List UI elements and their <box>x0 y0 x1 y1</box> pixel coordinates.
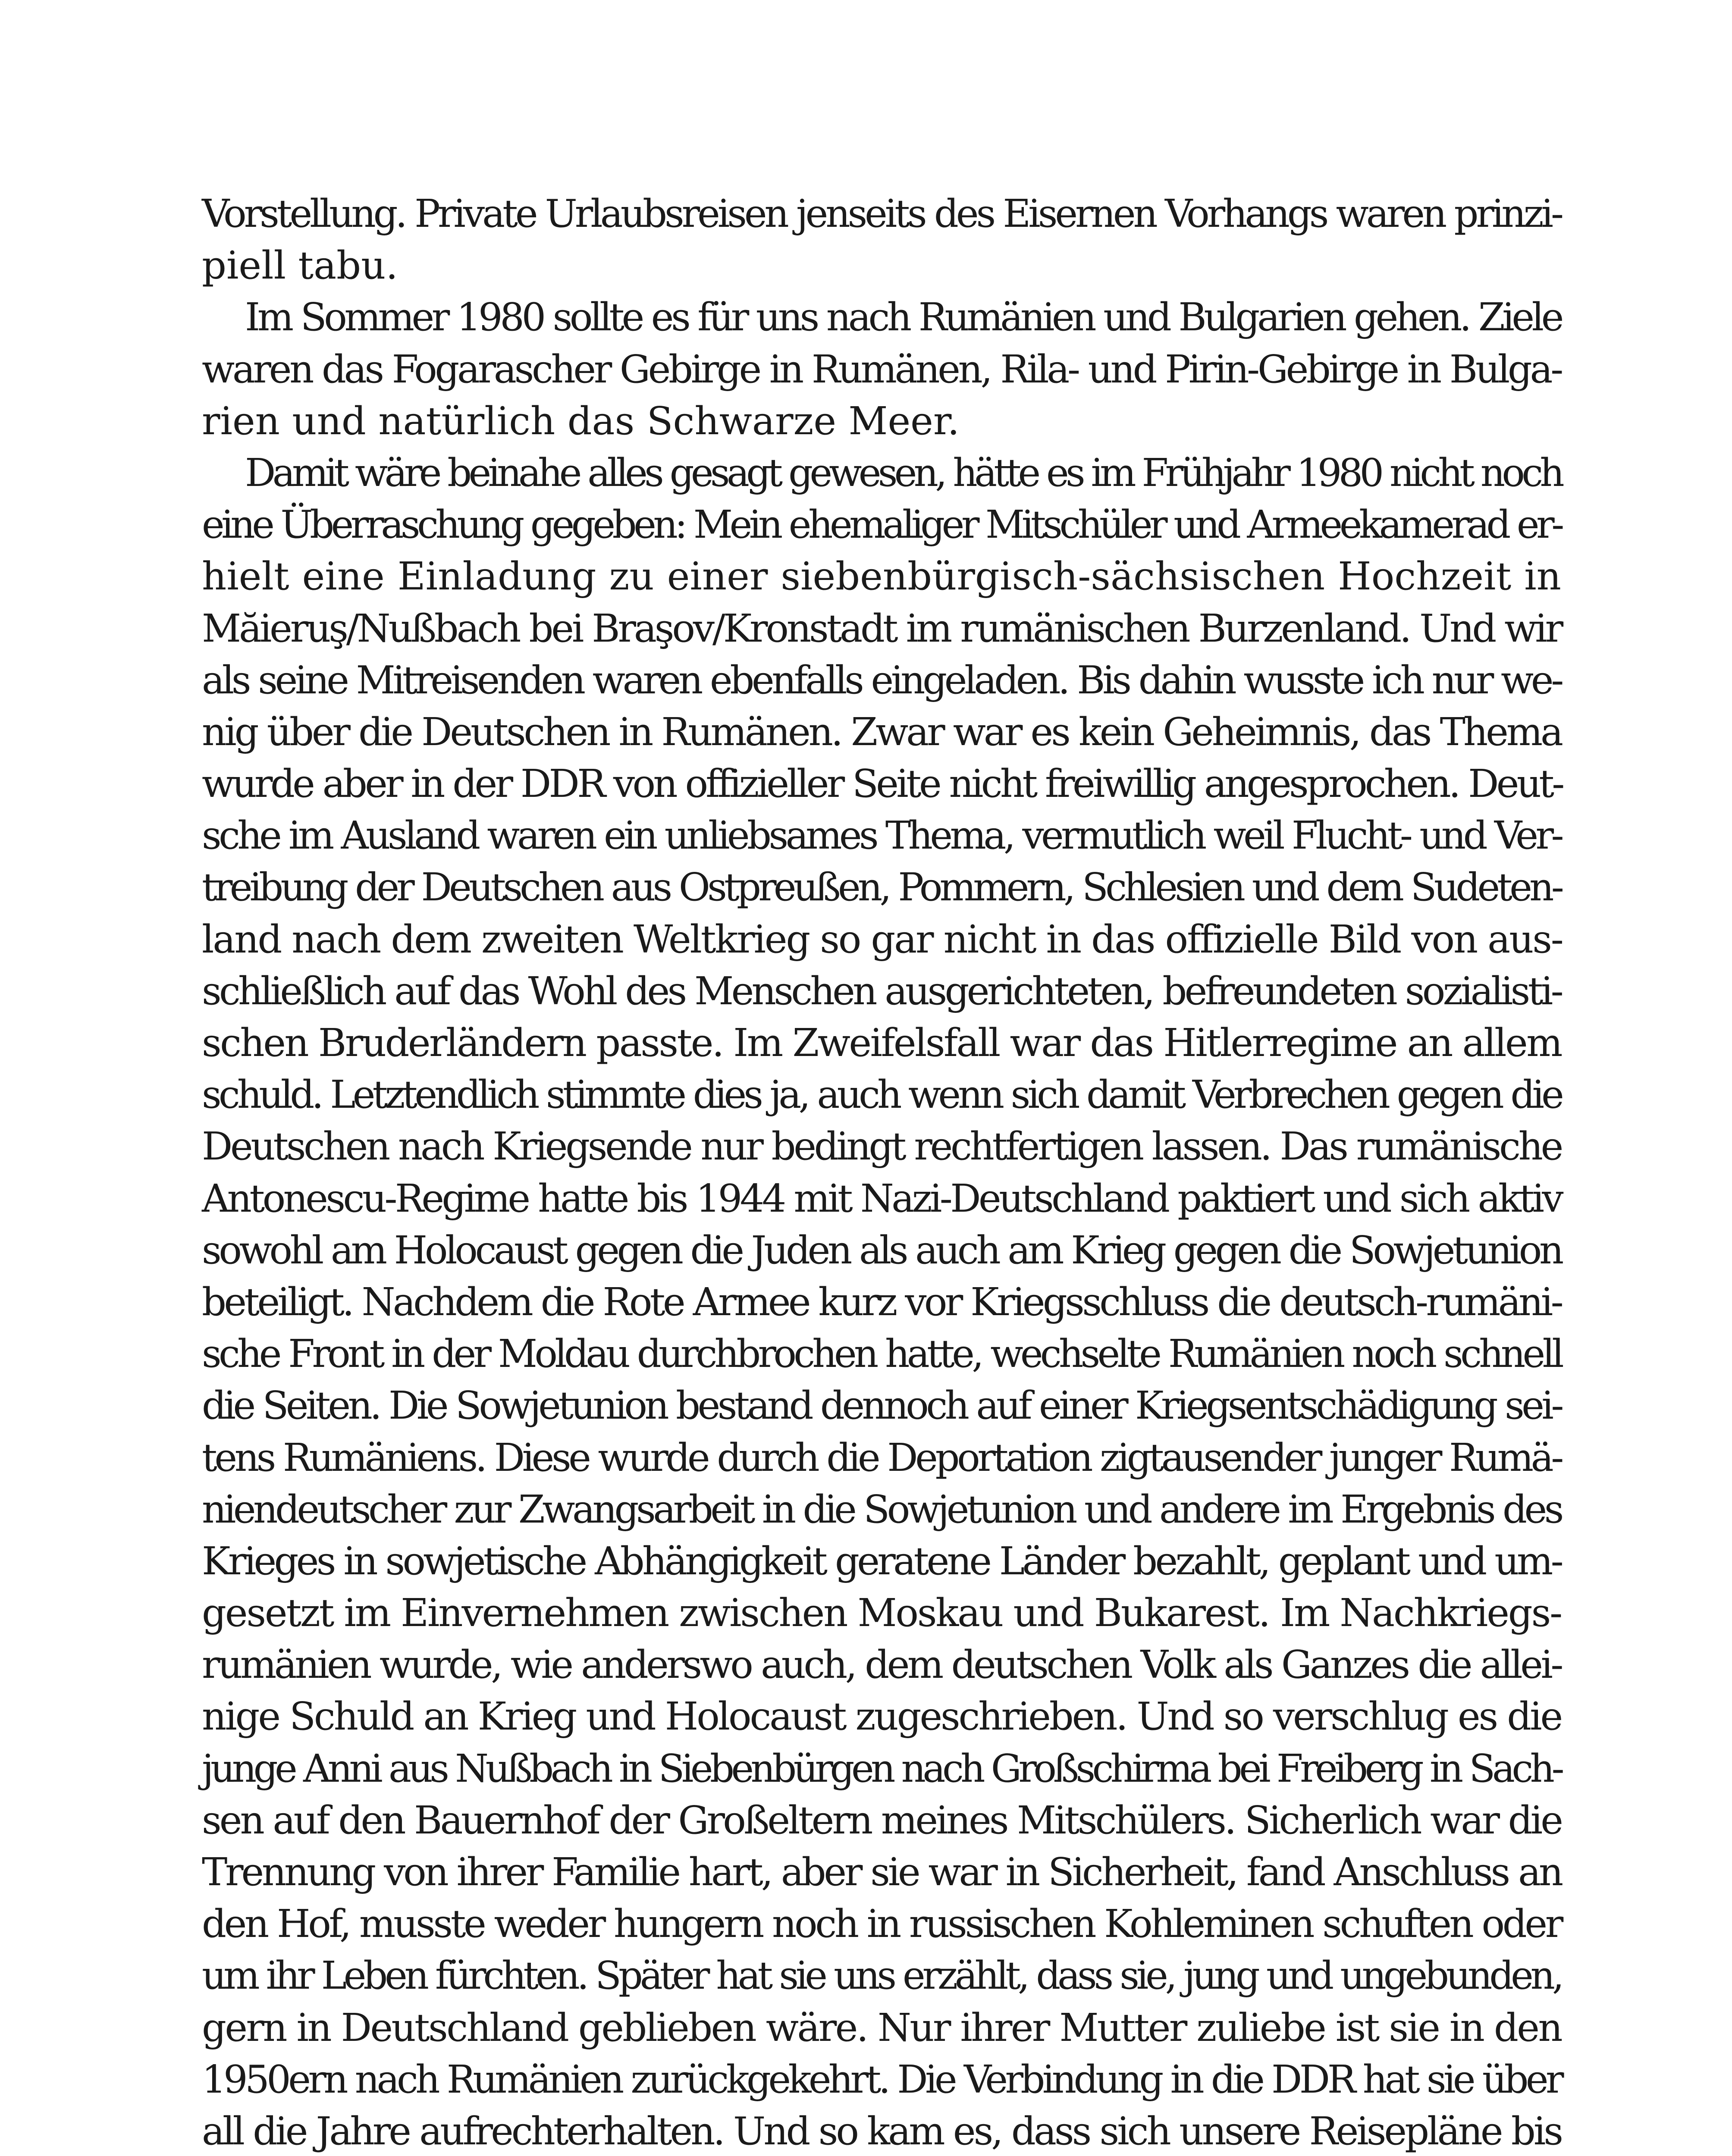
text-line: niendeutscher zur Zwangsarbeit in die Sowjetunion und andere im Ergebnis des <box>202 1486 1561 1532</box>
text-line: beteiligt. Nachdem die Rote Armee kurz vor Kriegsschluss die deutsch-rumäni- <box>202 1279 1561 1324</box>
text-line: wurde aber in der DDR von offizieller Seite nicht freiwillig angesprochen. Deut- <box>202 761 1563 806</box>
text-line: schuld. Letztendlich stimmte dies ja, auch wenn sich damit Verbrechen gegen die <box>202 1072 1561 1117</box>
text-line: Krieges in sowjetische Abhängigkeit geratene Länder bezahlt, geplant und um- <box>202 1538 1561 1583</box>
text-line: sen auf den Bauernhof der Großeltern meines Mitschülers. Sicherlich war die <box>202 1797 1561 1843</box>
text-line: rien und natürlich das Schwarze Meer. <box>202 398 960 443</box>
text-line: um ihr Leben fürchten. Später hat sie uns erzählt, dass sie, jung und ungebunden, <box>202 1953 1562 1998</box>
text-line: Vorstellung. Private Urlaubsreisen jenseits des Eisernen Vorhangs waren prinzi- <box>202 191 1561 236</box>
text-line: land nach dem zweiten Weltkrieg so gar nicht in das offizielle Bild von aus- <box>202 916 1563 962</box>
text-line: schließlich auf das Wohl des Menschen ausgerichteten, befreundeten sozialisti- <box>202 968 1561 1013</box>
text-line: gern in Deutschland geblieben wäre. Nur ihrer Mutter zuliebe ist sie in den <box>202 2005 1561 2050</box>
text-line: Măieruş/Nußbach bei Braşov/Kronstadt im rumänischen Burzenland. Und wir <box>202 605 1561 651</box>
text-line: Damit wäre beinahe alles gesagt gewesen, hätte es im Frühjahr 1980 nicht noch <box>245 450 1561 495</box>
text-line: als seine Mitreisenden waren ebenfalls eingeladen. Bis dahin wusste ich nur we- <box>202 657 1561 702</box>
text-line: rumänien wurde, wie anderswo auch, dem deutschen Volk als Ganzes die allei- <box>202 1642 1561 1687</box>
text-line: schen Bruderländern passte. Im Zweifelsfall war das Hitlerregime an allem <box>202 1020 1561 1065</box>
text-line: gesetzt im Einvernehmen zwischen Moskau und Bukarest. Im Nachkriegs- <box>202 1590 1561 1636</box>
text-line: Trennung von ihrer Familie hart, aber sie war in Sicherheit, fand Anschluss an <box>202 1849 1561 1894</box>
text-line: 1950ern nach Rumänien zurückgekehrt. Die Verbindung in die DDR hat sie über <box>202 2056 1561 2102</box>
paragraph <box>202 188 1561 291</box>
text-line: sowohl am Holocaust gegen die Juden als auch am Krieg gegen die Sowjetunion <box>202 1227 1561 1272</box>
text-line: nig über die Deutschen in Rumänen. Zwar war es kein Geheimnis, das Thema <box>202 709 1561 754</box>
paragraph <box>202 447 1561 2156</box>
text-line: waren das Fogarascher Gebirge in Rumänen, Rila- und Pirin-Gebirge in Bulga- <box>202 346 1561 392</box>
text-line: sche im Ausland waren ein unliebsames Thema, vermutlich weil Flucht- und Ver- <box>202 813 1561 858</box>
text-line: Deutschen nach Kriegsende nur bedingt rechtfertigen lassen. Das rumänische <box>202 1124 1561 1169</box>
text-line: tens Rumäniens. Diese wurde durch die Deportation zigtausender junger Rumä- <box>202 1435 1561 1480</box>
text-line: die Seiten. Die Sowjetunion bestand dennoch auf einer Kriegsentschädigung sei- <box>202 1383 1561 1428</box>
text-line: treibung der Deutschen aus Ostpreußen, Pommern, Schlesien und dem Sudeten- <box>202 865 1561 910</box>
text-line: Antonescu-Regime hatte bis 1944 mit Nazi-Deutschland paktiert und sich aktiv <box>202 1175 1561 1221</box>
paragraph <box>202 291 1561 447</box>
text-line: piell tabu. <box>202 243 398 288</box>
text-line: Im Sommer 1980 sollte es für uns nach Rumänien und Bulgarien gehen. Ziele <box>245 295 1561 340</box>
text-line: junge Anni aus Nußbach in Siebenbürgen nach Großschirma bei Freiberg in Sach- <box>202 1745 1561 1791</box>
text-line: sche Front in der Moldau durchbrochen hatte, wechselte Rumänien noch schnell <box>202 1331 1561 1376</box>
text-line: den Hof, musste weder hungern noch in russischen Kohleminen schuften oder <box>202 1901 1561 1946</box>
text-line: all die Jahre aufrechterhalten. Und so kam es, dass sich unsere Reisepläne bis <box>202 2108 1561 2153</box>
text-line: nige Schuld an Krieg und Holocaust zugeschrieben. Und so verschlug es die <box>202 1694 1561 1739</box>
text-line: eine Überraschung gegeben: Mein ehemaliger Mitschüler und Armeekamerad er- <box>202 502 1561 547</box>
body-text <box>202 188 1561 2156</box>
text-line: hielt eine Einladung zu einer siebenbürgisch-sächsischen Hochzeit in <box>202 554 1561 599</box>
